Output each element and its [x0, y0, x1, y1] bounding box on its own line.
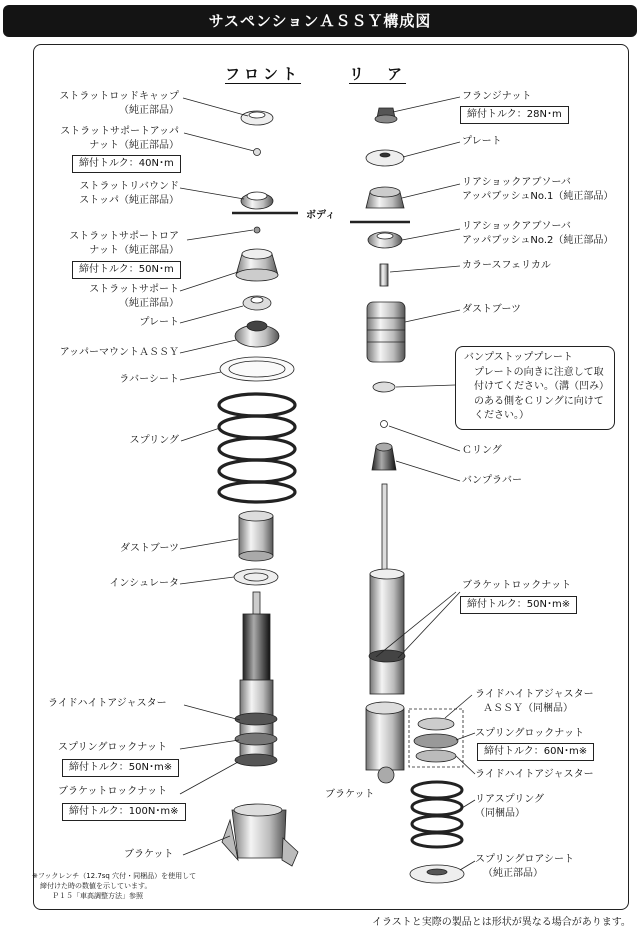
rear-torque-50-mark: 締付トルク：50N･m※	[460, 596, 577, 614]
front-bracket-lock-nut-label: ブラケットロックナット	[58, 786, 168, 797]
rear-torque-60-mark: 締付トルク：60N･m※	[477, 743, 594, 761]
front-rebound-stopper-label: ストラットリバウンド ストッパ（純正部品）	[79, 181, 179, 206]
front-upper-mount-label: アッパーマウントＡＳＳＹ	[59, 347, 179, 358]
front-lower-nut-label: ストラットサポートロア ナット（純正部品）	[69, 231, 179, 256]
front-adjuster-label: ライドハイトアジャスター	[48, 698, 167, 709]
front-bracket	[232, 810, 286, 858]
rear-adjuster-assy-label: ライドハイトアジャスター ＡＳＳＹ（同梱品）	[475, 689, 594, 714]
rear-collar-label: カラースフェリカル	[462, 260, 551, 271]
rear-flange-nut-label: フランジナット	[462, 91, 532, 102]
front-torque-40: 締付トルク：40N･m	[72, 155, 181, 173]
front-insulator-label: インシュレータ	[109, 578, 179, 589]
rear-spring-label: リアスプリング （同梱品）	[475, 794, 544, 819]
front-lower-nut	[254, 227, 260, 233]
rear-c-ring-label: Ｃリング	[462, 445, 502, 456]
rear-bracket	[366, 708, 404, 770]
rear-plate-label: プレート	[462, 136, 502, 147]
rear-shock-body	[370, 574, 404, 694]
rear-plate	[366, 150, 404, 166]
front-torque-50-mark: 締付トルク：50N･m※	[62, 759, 179, 777]
front-plate-label: プレート	[139, 317, 179, 328]
rear-header: リ ア	[349, 65, 407, 83]
front-upper-nut-label: ストラットサポートアッパ ナット（純正部品）	[60, 126, 179, 151]
front-torque-50: 締付トルク：50N･m	[72, 261, 181, 279]
disclaimer: イラストと実際の製品とは形状が異なる場合があります。	[372, 917, 631, 928]
footnote: ※フックレンチ（12.7sq 穴付・同梱品）を使用して 締付けた時の数値を示しています。 Ｐ１５「車高調整方法」参照	[32, 872, 197, 900]
rear-torque-28: 締付トルク：28N･m	[460, 106, 569, 124]
front-torque-100-mark: 締付トルク：100N･m※	[62, 803, 186, 821]
body-label: ボディ	[306, 210, 336, 221]
rear-spring	[412, 782, 462, 847]
front-spring	[219, 394, 295, 502]
front-header: フロント	[225, 65, 302, 83]
front-dust-boot	[239, 516, 273, 556]
rear-lower-seat-label: スプリングロアシート （純正部品）	[475, 854, 574, 879]
rear-collar	[380, 264, 388, 286]
front-insulator	[234, 569, 278, 585]
front-strut-support-label: ストラットサポート （純正部品）	[89, 284, 179, 309]
rear-bush-no1-label: リアショックアブソーバ アッパブッシュNo.1（純正部品）	[462, 177, 614, 202]
page-title: サスペンションＡＳＳＹ構成図	[3, 5, 637, 37]
rear-spring-lock-nut-label: スプリングロックナット	[475, 728, 584, 739]
rear-bracket-label: ブラケット	[325, 789, 375, 800]
bump-stop-plate-note: バンプストッププレート プレートの向きに注意して取付けてください。（溝（凹み）のある側をＣリングに向けてください。）	[455, 346, 615, 430]
rear-bump-rubber-label: バンプラバー	[462, 475, 522, 486]
front-upper-nut	[254, 149, 261, 156]
front-rubber-seat-label: ラバーシート	[119, 374, 179, 385]
front-bracket-label: ブラケット	[124, 849, 174, 860]
front-spring-label: スプリング	[129, 435, 179, 446]
rear-dust-boot	[367, 302, 405, 362]
rear-adjuster-label: ライドハイトアジャスター	[475, 769, 594, 780]
rear-bump-plate	[373, 382, 395, 392]
front-spring-lock-nut-label: スプリングロックナット	[58, 742, 167, 753]
rear-dust-boot-label: ダストブーツ	[462, 304, 521, 315]
rear-bush-no2-label: リアショックアブソーバ アッパブッシュNo.2（純正部品）	[462, 221, 614, 246]
front-dust-boot-label: ダストブーツ	[120, 543, 179, 554]
rear-c-ring	[381, 421, 388, 428]
rear-bracket-lock-nut-label: ブラケットロックナット	[462, 580, 572, 591]
front-rod-cap-label: ストラットロッドキャップ （純正部品）	[59, 91, 179, 116]
